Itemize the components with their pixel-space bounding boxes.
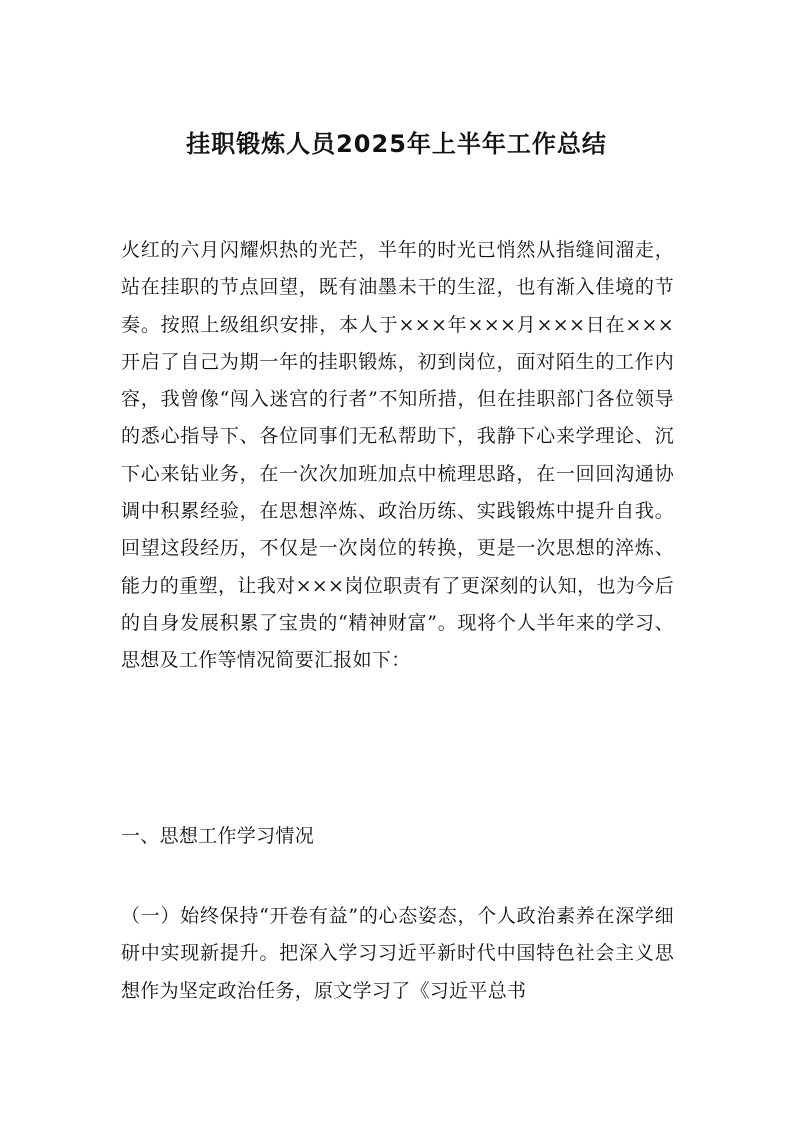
intro-paragraph: 火红的六月闪耀炽热的光芒，半年的时光已悄然从指缝间溜走，站在挂职的节点回望，既有油墨未干的生涩，也有渐入佳境的节奏。按照上级组织安排，本人于×××年×××月×××日在×××开启了自己为期一年的挂职锻炼，初到岗位，面对陌生的工作内容，我曾像“闯入迷宫的行者”不知所措，但在挂职部门各位领导的悉心指导下、各位同事们无私帮助下，我静下心来学理论、沉下心来钻业务，在一次次加班加点中梳理思路，在一回回沟通协调中积累经验，在思想淬炼、政治历练、实践锻炼中提升自我。回望这段经历，不仅是一次岗位的转换，更是一次思想的淬炼、能力的重塑，让我对×××岗位职责有了更深刻的认知，也为今后的自身发展积累了宝贵的“精神财富”。现将个人半年来的学习、思想及工作等情况简要汇报如下：: [121, 239, 674, 672]
document-title: 挂职锻炼人员2025年上半年工作总结: [186, 130, 607, 158]
subsection-paragraph: （一）始终保持“开卷有益”的心态姿态，个人政治素养在深学细研中实现新提升。把深入学习习近平新时代中国特色社会主义思想作为坚定政治任务，原文学习了《习近平总书: [121, 905, 674, 1002]
section-heading: 一、思想工作学习情况: [121, 825, 315, 847]
